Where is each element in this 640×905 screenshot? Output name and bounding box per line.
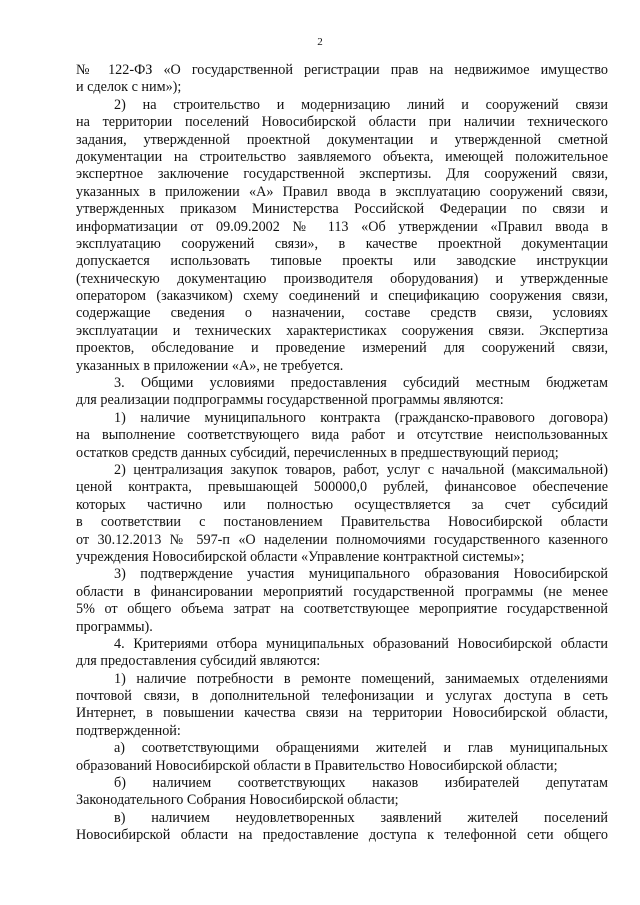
text-line: указанных в приложении «А» Правил ввода в эксплуатацию сооружений связи,	[76, 183, 608, 200]
text-line: экспертное заключение государственной экспертизы. Для сооружений связи,	[76, 166, 608, 183]
text-line: Интернет, в повышении качества связи на территории Новосибирской области,	[76, 705, 608, 722]
text-line: проектов, обследование и проведение измерений для сооружений связи,	[76, 340, 608, 357]
text-line: 3. Общими условиями предоставления субсидий местным бюджетам	[114, 375, 608, 392]
page-number: 2	[317, 36, 323, 48]
text-line: программы).	[76, 618, 153, 635]
text-line: от 30.12.2013 № 597-п «О наделении полномочиями государственного казенного	[76, 531, 608, 548]
text-line: подтвержденной:	[76, 722, 181, 739]
text-line: содержащие сведения о назначении, составе средств связи, условиях	[76, 305, 608, 322]
text-line: указанных в приложении «А», не требуется.	[76, 357, 344, 374]
text-line: а) соответствующими обращениями жителей и глав муниципальных	[114, 740, 608, 757]
text-line: почтовой связи, в дополнительной телефонизации и услугах доступа в сеть	[76, 688, 608, 705]
text-line: 4. Критериями отбора муниципальных образований Новосибирской области	[114, 635, 608, 652]
text-line: 3) подтверждение участия муниципального образования Новосибирской	[114, 566, 608, 583]
text-line: на территории поселений Новосибирской области при наличии технического	[76, 114, 608, 131]
text-line: 2) централизация закупок товаров, работ, услуг с начальной (максимальной)	[114, 461, 608, 478]
text-line: в соответствии с постановлением Правительства Новосибирской области	[76, 514, 608, 531]
text-line: для реализации подпрограммы государственной программы являются:	[76, 392, 504, 409]
text-line: которых частично или полностью осуществляется за счет субсидий	[76, 496, 608, 513]
text-line: задания, утвержденной проектной документации и утвержденной сметной	[76, 131, 608, 148]
text-line: на выполнение соответствующего вида работ и отсутствие неиспользованных	[76, 427, 608, 444]
text-line: остатков средств данных субсидий, перечисленных в предшествующий период;	[76, 444, 559, 461]
text-line: б) наличием соответствующих наказов избирателей депутатам	[114, 775, 608, 792]
document-body	[76, 62, 608, 845]
text-line: Законодательного Собрания Новосибирской области;	[76, 792, 399, 809]
text-line: области в финансировании мероприятий государственной программы (не менее	[76, 583, 608, 600]
text-line: и сделок с ним»);	[76, 79, 182, 96]
text-line: эксплуатацию сооружений связи», в качестве проектной документации	[76, 235, 608, 252]
text-line: образований Новосибирской области в Правительство Новосибирской области;	[76, 757, 558, 774]
text-line: 2) на строительство и модернизацию линий и сооружений связи	[114, 96, 608, 113]
text-line: 1) наличие потребности в ремонте помещений, занимаемых отделениями	[114, 670, 608, 687]
text-line: 5% от общего объема затрат на соответствующее мероприятие государственной	[76, 601, 608, 618]
text-line: информатизации от 09.09.2002 № 113 «Об утверждении «Правил ввода в	[76, 218, 608, 235]
text-line: учреждения Новосибирской области «Управление контрактной системы»;	[76, 548, 525, 565]
text-line: допускается использовать типовые проекты или заводские инструкции	[76, 253, 608, 270]
text-line: ценой контракта, превышающей 500000,0 рублей, финансовое обеспечение	[76, 479, 608, 496]
text-line: оператором (заказчиком) схему соединений и спецификацию сооружения связи,	[76, 288, 608, 305]
text-line: документации на строительство заявляемого объекта, имеющей положительное	[76, 148, 608, 165]
text-line: эксплуатации и технических характеристиках сооружения связи. Экспертиза	[76, 322, 608, 339]
text-line: Новосибирской области на предоставление доступа к телефонной сети общего	[76, 827, 608, 844]
text-line: в) наличием неудовлетворенных заявлений жителей поселений	[114, 809, 608, 826]
text-line: № 122-ФЗ «О государственной регистрации прав на недвижимое имущество	[76, 62, 608, 78]
text-line: (техническую документацию производителя оборудования) и утвержденные	[76, 270, 608, 287]
text-line: 1) наличие муниципального контракта (гражданско-правового договора)	[114, 409, 608, 426]
text-line: утвержденных приказом Министерства Российской Федерации по связи и	[76, 201, 608, 218]
text-line: для предоставления субсидий являются:	[76, 653, 321, 670]
